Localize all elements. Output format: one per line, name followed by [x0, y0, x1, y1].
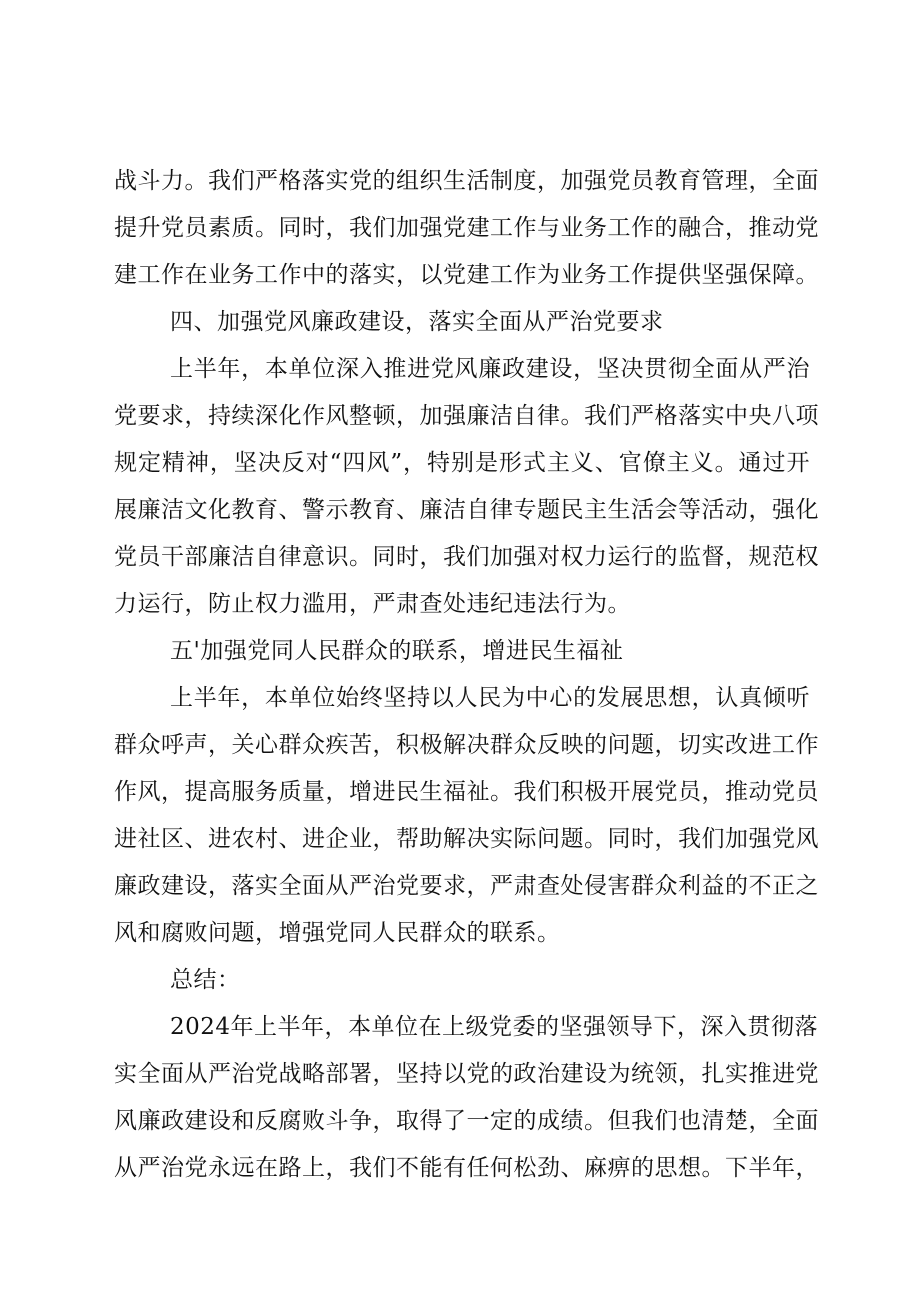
- paragraph-line: 建工作在业务工作中的落实，以党建工作为业务工作提供坚强保障。: [114, 262, 819, 288]
- paragraph-line: 上半年，本单位深入推进党风廉政建设，坚决贯彻全面从严治: [170, 356, 810, 382]
- paragraph-line: 规定精神，坚决反对“四风”，特别是形式主义、官僚主义。通过开: [114, 450, 810, 476]
- paragraph-line: 风廉政建设和反腐败斗争，取得了一定的成绩。但我们也清楚，全面: [114, 1108, 819, 1134]
- summary-heading: 总结：: [170, 967, 241, 993]
- paragraph-line: 党员干部廉洁自律意识。同时，我们加强对权力运行的监督，规范权: [114, 544, 819, 570]
- paragraph-line: 2024年上半年，本单位在上级党委的坚强领导下，深入贯彻落: [170, 1014, 819, 1040]
- paragraph-line: 群众呼声，关心群众疾苦，积极解决群众反映的问题，切实改进工作: [114, 732, 819, 758]
- document-body: [114, 158, 819, 1192]
- paragraph-line: 力运行，防止权力滥用，严肃查处违纪违法行为。: [114, 591, 631, 617]
- paragraph-line: 展廉洁文化教育、警示教育、廉洁自律专题民主生活会等活动，强化: [114, 497, 819, 523]
- section-heading-5: 五'加强党同人民群众的联系，增进民生福祉: [170, 638, 624, 664]
- paragraph-line: 提升党员素质。同时，我们加强党建工作与业务工作的融合，推动党: [114, 215, 819, 241]
- paragraph-line: 上半年，本单位始终坚持以人民为中心的发展思想，认真倾听: [170, 685, 810, 711]
- paragraph-line: 战斗力。我们严格落实党的组织生活制度，加强党员教育管理，全面: [114, 168, 819, 194]
- paragraph-line: 党要求，持续深化作风整顿，加强廉洁自律。我们严格落实中央八项: [114, 403, 819, 429]
- paragraph-line: 进社区、进农村、进企业，帮助解决实际问题。同时，我们加强党风: [114, 826, 819, 852]
- section-heading-4: 四、加强党风廉政建设，落实全面从严治党要求: [170, 309, 664, 335]
- paragraph-line: 风和腐败问题，增强党同人民群众的联系。: [114, 920, 561, 946]
- paragraph-line: 作风，提高服务质量，增进民生福祉。我们积极开展党员，推动党员: [114, 779, 819, 805]
- paragraph-line: 从严治党永远在路上，我们不能有任何松劲、麻痹的思想。下半年，: [114, 1155, 819, 1181]
- paragraph-line: 廉政建设，落实全面从严治党要求，严肃查处侵害群众利益的不正之: [114, 873, 819, 899]
- paragraph-line: 实全面从严治党战略部署，坚持以党的政治建设为统领，扎实推进党: [114, 1061, 819, 1087]
